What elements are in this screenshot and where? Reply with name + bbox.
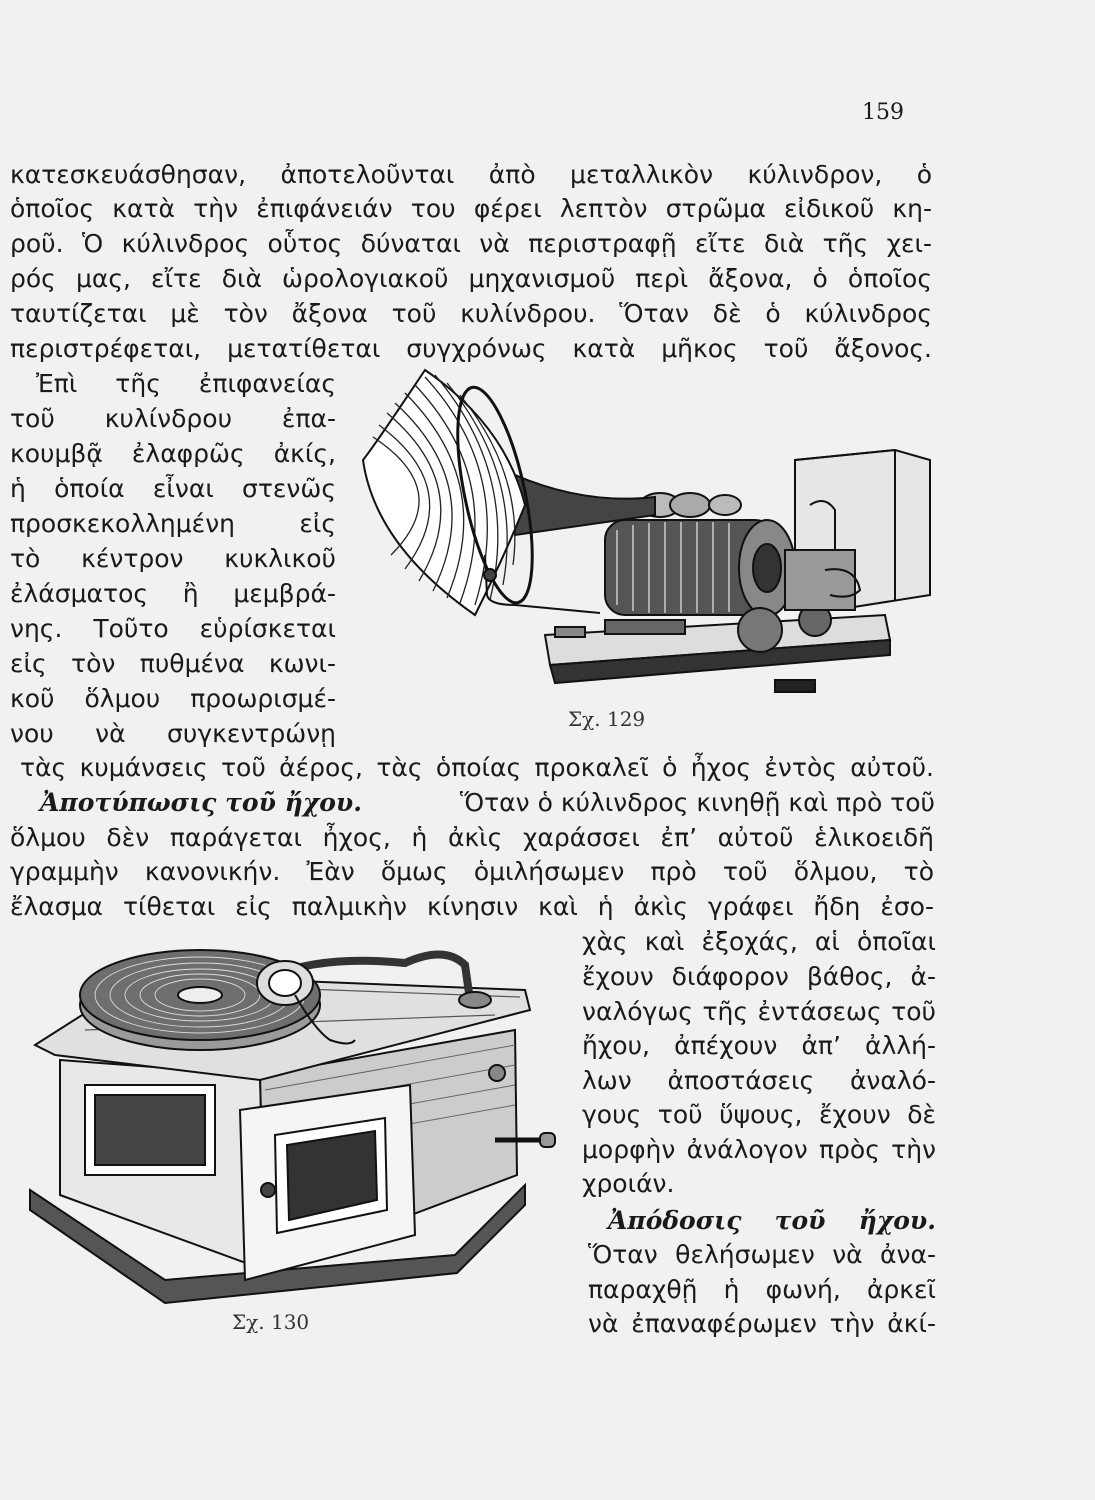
heading-playback: Ἀπόδοσις τοῦ ἤχου. (608, 1206, 936, 1235)
column-line: νου νὰ συγκεντρώνῃ (10, 719, 336, 748)
column-line: προσκεκολλημένη εἰς (10, 509, 336, 538)
column-line: τὸ κέντρον κυκλικοῦ (10, 544, 336, 573)
column-line: ἔχουν διάφορον βάθος, ἀ- (582, 962, 936, 991)
page-number: 159 (862, 100, 904, 125)
heading-recording: Ἀποτύπωσις τοῦ ἤχου. (40, 788, 362, 817)
column-line: Ὅταν θελήσωμεν νὰ ἀνα- (588, 1240, 936, 1269)
column-line: κοῦ ὅλμου προωρισμέ- (10, 684, 336, 713)
figure-130-caption: Σχ. 130 (232, 1310, 310, 1334)
column-line: ἡ ὁποία εἶναι στενῶς (10, 474, 336, 503)
column-line: νης. Τοῦτο εὑρίσκεται (10, 614, 336, 643)
column-line: Ἐπὶ τῆς ἐπιφανείας (36, 369, 336, 398)
column-line: χροιάν. (582, 1169, 675, 1198)
body-line: γραμμὴν κανονικήν. Ἐὰν ὅμως ὁμιλήσωμεν πρὸ τοῦ ὅλμου, τὸ (10, 857, 934, 886)
figure-129-cylinder-phonograph (355, 365, 940, 705)
column-line: λων ἀποστάσεις ἀναλό- (582, 1066, 936, 1095)
body-line: ταυτίζεται μὲ τὸν ἄξονα τοῦ κυλίνδρου. Ὅταν δὲ ὁ κύλινδρος (10, 299, 932, 328)
body-line: περιστρέφεται, μετατίθεται συγχρόνως κατὰ μῆκος τοῦ ἄξονος. (10, 334, 932, 363)
body-line: ἔλασμα τίθεται εἰς παλμικὴν κίνησιν καὶ ἡ ἀκὶς γράφει ἤδη ἐσο- (10, 892, 934, 921)
body-line: ροῦ. Ὁ κύλινδρος οὗτος δύναται νὰ περιστραφῇ εἴτε διὰ τῆς χει- (10, 229, 932, 258)
body-line: ρός μας, εἴτε διὰ ὡρολογιακοῦ μηχανισμοῦ περὶ ἄξονα, ὁ ὁποῖος (10, 264, 932, 293)
column-line: εἰς τὸν πυθμένα κωνι- (10, 649, 336, 678)
column-line: ἤχου, ἀπέχουν ἀπ’ ἀλλή- (582, 1031, 936, 1060)
column-line: κουμβᾷ ἐλαφρῶς ἀκίς, (10, 439, 336, 468)
body-line: ὅλμου δὲν παράγεται ἦχος, ἡ ἀκὶς χαράσσει ἐπ’ αὐτοῦ ἑλικοειδῆ (10, 823, 934, 852)
figure-129-caption: Σχ. 129 (568, 707, 646, 731)
column-line: ναλόγως τῆς ἐντάσεως τοῦ (582, 997, 936, 1026)
column-line: μορφὴν ἀνάλογον πρὸς τὴν (582, 1135, 936, 1164)
column-line: παραχθῇ ἡ φωνή, ἀρκεῖ (588, 1275, 936, 1304)
column-line: χὰς καὶ ἐξοχάς, αἱ ὁποῖαι (582, 927, 936, 956)
column-line: γους τοῦ ὕψους, ἔχουν δὲ (582, 1100, 936, 1129)
column-line: ἐλάσματος ἢ μεμβρά- (10, 579, 336, 608)
column-line: νὰ ἐπαναφέρωμεν τὴν ἀκί- (588, 1309, 936, 1338)
body-text: Ὅταν ὁ κύλινδρος κινηθῇ καὶ πρὸ τοῦ (459, 788, 935, 817)
body-line: ὁποῖος κατὰ τὴν ἐπιφάνειάν του φέρει λεπτὸν στρῶμα εἰδικοῦ κη- (10, 194, 932, 223)
body-line: τὰς κυμάνσεις τοῦ ἀέρος, τὰς ὁποίας προκαλεῖ ὁ ἦχος ἐντὸς αὐτοῦ. (20, 753, 934, 782)
body-line: κατεσκευάσθησαν, ἀποτελοῦνται ἀπὸ μεταλλικὸν κύλινδρον, ὁ (10, 160, 932, 189)
section-line-recording (40, 788, 935, 818)
column-line: τοῦ κυλίνδρου ἐπα- (10, 404, 336, 433)
figure-130-gramophone (25, 935, 565, 1310)
